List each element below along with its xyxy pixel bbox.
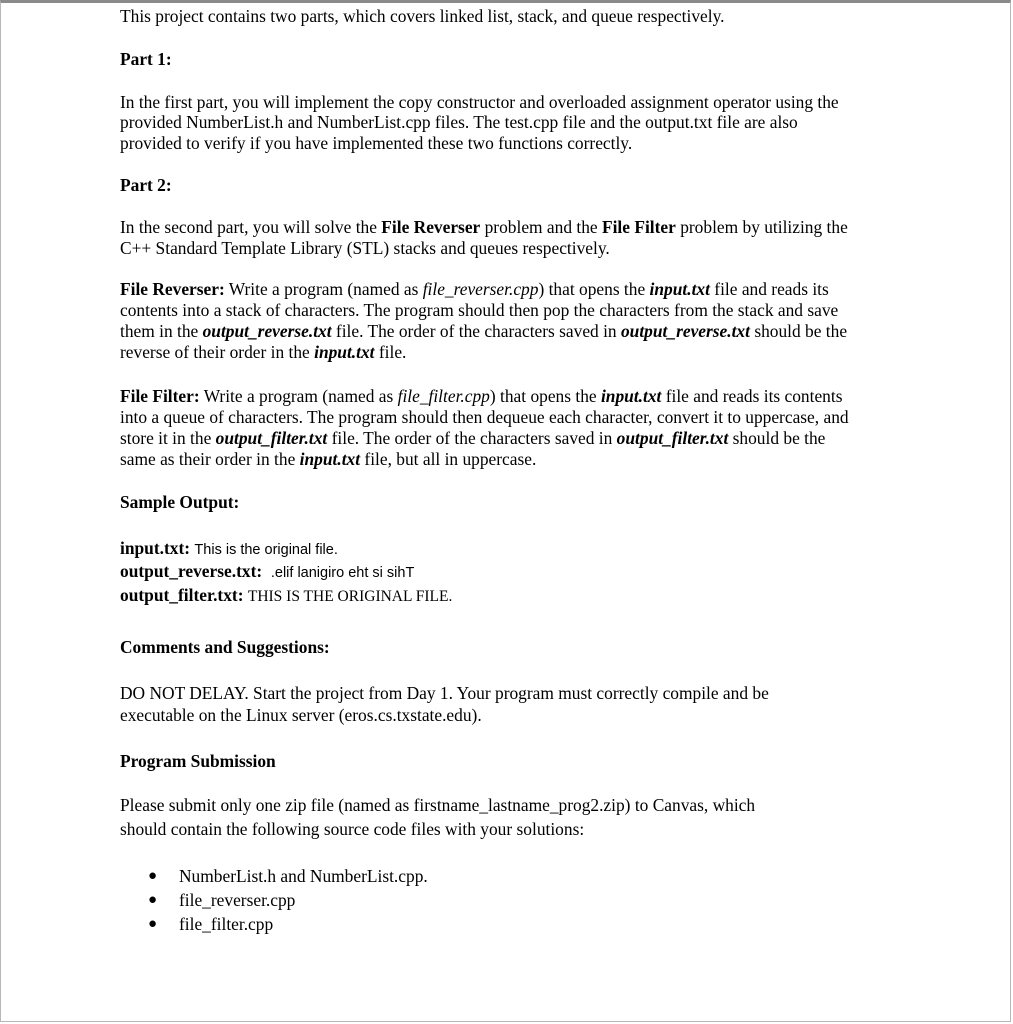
comments-heading: Comments and Suggestions: (120, 637, 330, 657)
submission-line: Please submit only one zip file (named as firstname_lastname_prog2.zip) to Canvas, which (120, 795, 756, 815)
part1-line: provided to verify if you have implemented these two functions correctly. (120, 133, 633, 153)
file-filter-label: File Filter: (120, 386, 200, 406)
bullet-icon: ● (148, 916, 158, 932)
sample-row-reverse: output_reverse.txt: .elif lanigiro eht si sihT (120, 561, 415, 581)
sample-row-input: input.txt: This is the original file. (120, 538, 338, 558)
file-filter-line: store it in the output_filter.txt file. The order of the characters saved in output_filter.txt should be the (120, 428, 826, 448)
submission-heading: Program Submission (120, 751, 276, 771)
part2-heading: Part 2: (120, 175, 172, 195)
part1-line: provided NumberList.h and NumberList.cpp files. The test.cpp file and the output.txt file are also (120, 112, 798, 132)
part1-heading: Part 1: (120, 49, 172, 69)
file-reverser-line: them in the output_reverse.txt file. The order of the characters saved in output_reverse.txt should be the (120, 321, 848, 341)
submission-line: should contain the following source code files with your solutions: (120, 819, 585, 839)
file-reverser-line: File Reverser: Write a program (named as file_reverser.cpp) that opens the input.txt file and reads its (120, 279, 829, 299)
file-filter-line: File Filter: Write a program (named as file_filter.cpp) that opens the input.txt file and reads its contents (120, 386, 843, 406)
sample-row-filter: output_filter.txt: THIS IS THE ORIGINAL FILE. (120, 585, 453, 605)
file-reverser-label: File Reverser: (120, 279, 225, 299)
comments-line: DO NOT DELAY. Start the project from Day 1. Your program must correctly compile and be (120, 683, 769, 703)
sample-output-heading: Sample Output: (120, 492, 240, 512)
bullet-icon: ● (148, 868, 158, 884)
bullet-icon: ● (148, 892, 158, 908)
file-filter-line: into a queue of characters. The program should then dequeue each character, convert it to uppercase, and (120, 407, 849, 427)
part2-line: C++ Standard Template Library (STL) stacks and queues respectively. (120, 238, 610, 258)
file-reverser-line: contents into a stack of characters. The program should then pop the characters from the stack and save (120, 300, 839, 320)
part2-line: In the second part, you will solve the File Reverser problem and the File Filter problem by utilizing the (120, 217, 848, 237)
file-reverser-line: reverse of their order in the input.txt file. (120, 342, 407, 362)
part1-line: In the first part, you will implement the copy constructor and overloaded assignment operator using the (120, 92, 839, 112)
intro-text: This project contains two parts, which covers linked list, stack, and queue respectively. (120, 6, 725, 26)
comments-line: executable on the Linux server (eros.cs.txstate.edu). (120, 705, 482, 725)
file-filter-line: same as their order in the input.txt file, but all in uppercase. (120, 449, 537, 469)
